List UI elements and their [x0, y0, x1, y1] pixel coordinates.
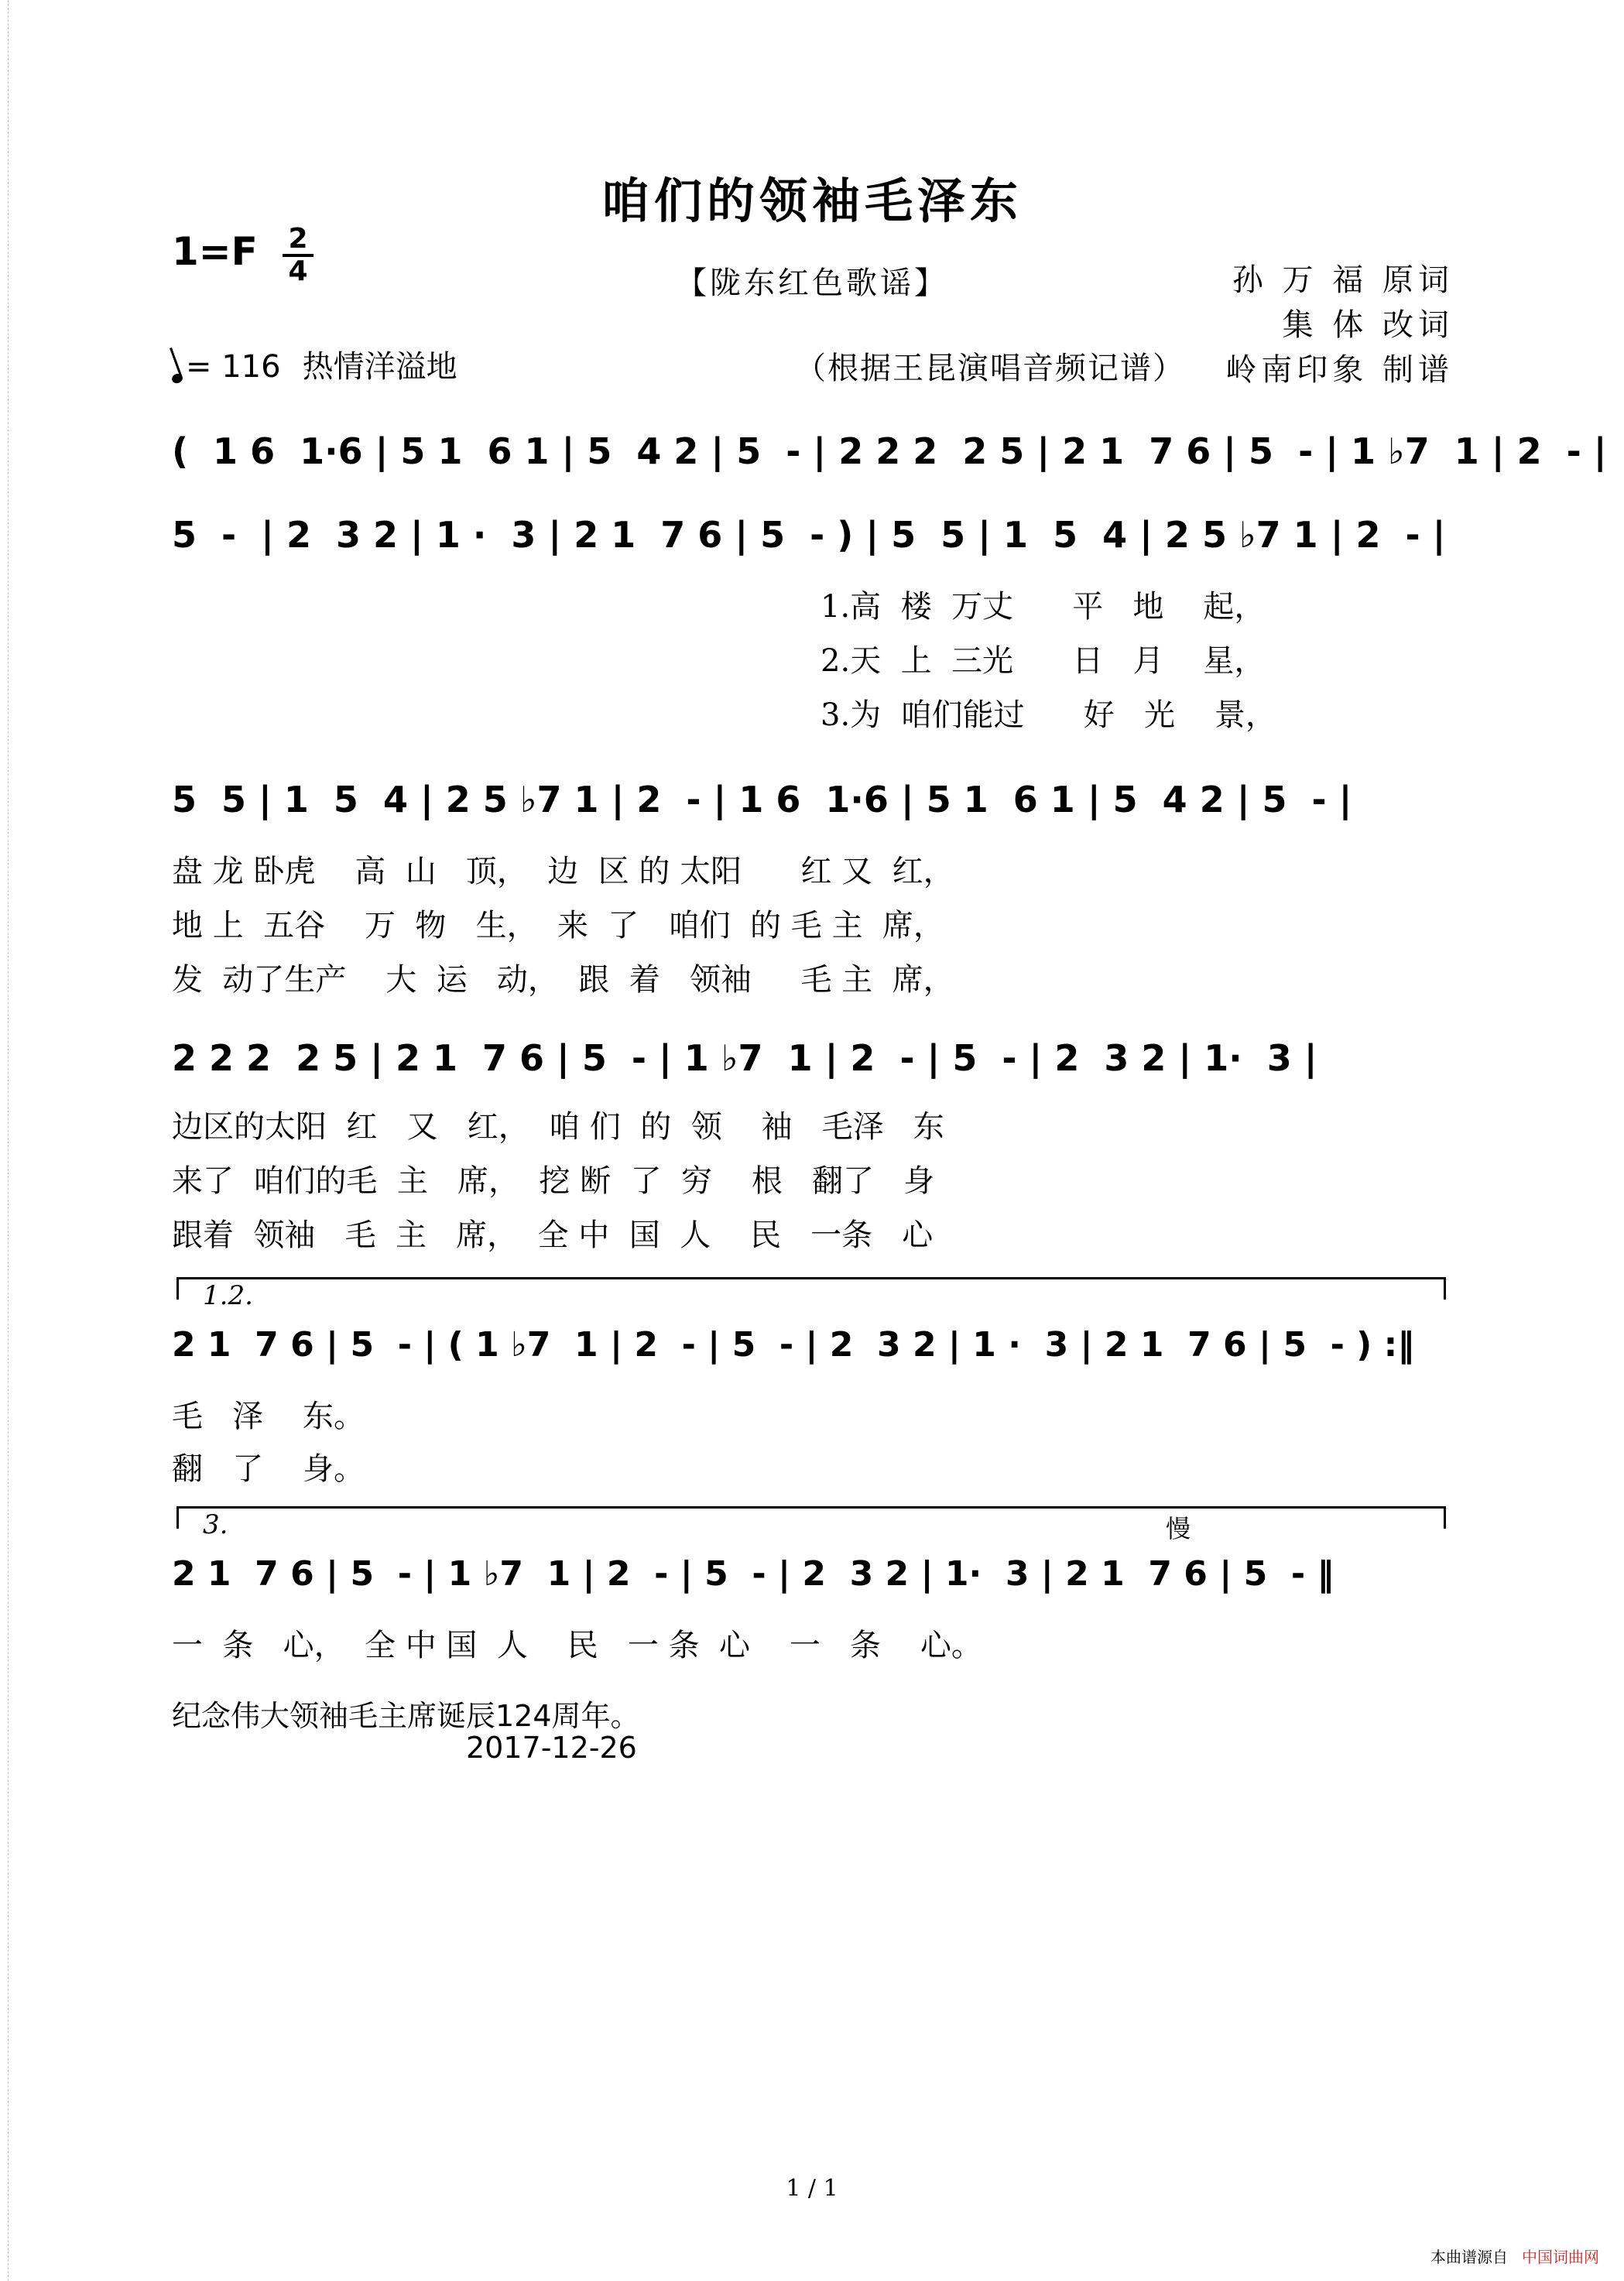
lyric-verse2-line1: 2.天 上 三光 日 月 星， [821, 643, 1266, 679]
staff-line-5: 2 1 7 6 | 5 - | ( 1 ♭7 1 | 2 - | 5 - | 2 3 2 | 1 · 3 | 2 1 7 6 | 5 - ) :‖ [172, 1325, 1415, 1365]
volta-label-1: 1.2. [203, 1280, 253, 1311]
staff-line-4: 2 2 2 2 5 | 2 1 7 6 | 5 - | 1 ♭7 1 | 2 - | 5 - | 2 3 2 | 1· 3 | [172, 1037, 1317, 1079]
lyric-verse3-line2: 发 动了生产 大 运 动， 跟 着 领袖 毛 主 席， [172, 962, 954, 998]
page-edge-border [0, 0, 9, 2281]
volta-bracket-1 [176, 1277, 1446, 1300]
volta-bracket-left-edge [176, 1509, 179, 1529]
expression-marking: 热情洋溢地 [302, 349, 457, 385]
lyric-verse3-ending: 一 条 心， 全 中 国 人 民 一 条 心 一 条 心。 [172, 1628, 982, 1663]
lyric-verse2-line3: 来了 咱们的毛 主 席， 挖 断 了 穷 根 翻了 身 [172, 1163, 935, 1199]
key-signature: 1=F [172, 229, 258, 274]
arranger-credit: 岭南印象 制谱 [1225, 352, 1454, 388]
adapter-credit: 集 体 改词 [1282, 307, 1454, 343]
lyric-verse3-line3: 跟着 领袖 毛 主 席， 全 中 国 人 民 一条 心 [172, 1218, 934, 1253]
time-signature-bottom: 4 [288, 255, 308, 287]
score-date: 2017-12-26 [466, 1731, 637, 1765]
song-title: 咱们的领袖毛泽东 [601, 173, 1023, 229]
tempo-bpm: = 116 [186, 349, 281, 385]
lyric-verse1-ending: 毛 泽 东。 [172, 1399, 365, 1434]
dedication-note: 纪念伟大领袖毛主席诞辰124周年。 [172, 1699, 640, 1733]
staff-line-2: 5 - | 2 3 2 | 1 · 3 | 2 1 7 6 | 5 - ) | 5 5 | 1 5 4 | 2 5 ♭7 1 | 2 - | [172, 514, 1446, 556]
source-note: （根据王昆演唱音频记谱） [795, 351, 1185, 386]
lyric-verse2-ending: 翻 了 身。 [172, 1451, 365, 1487]
staff-line-1: ( 1 6 1·6 | 5 1 6 1 | 5 4 2 | 5 - | 2 2 2 2 5 | 2 1 7 6 | 5 - | 1 ♭7 1 | 2 - | [172, 430, 1607, 472]
lyric-verse1-line2: 盘 龙 卧虎 高 山 顶， 边 区 的 太阳 红 又 红， [172, 854, 954, 889]
volta-bracket-left-edge [176, 1279, 179, 1300]
volta-bracket-2 [176, 1506, 1446, 1529]
watermark-source: 本曲谱源自 [1430, 2248, 1508, 2266]
time-signature-top: 2 [288, 223, 308, 255]
lyric-verse1-line3: 边区的太阳 红 又 红， 咱 们 的 领 袖 毛泽 东 [172, 1109, 944, 1145]
volta-bracket-right-edge [1444, 1509, 1446, 1529]
lyric-verse3-line1: 3.为 咱们能过 好 光 景， [821, 697, 1276, 733]
slow-marking: 慢 [1166, 1514, 1191, 1543]
subtitle: 【陇东红色歌谣】 [676, 265, 948, 301]
lyric-verse1-line1: 1.高 楼 万丈 平 地 起， [821, 589, 1266, 625]
watermark-site: 中国词曲网 [1522, 2248, 1599, 2266]
staff-line-3: 5 5 | 1 5 4 | 2 5 ♭7 1 | 2 - | 1 6 1·6 | 5 1 6 1 | 5 4 2 | 5 - | [172, 779, 1352, 820]
lyricist-credit: 孙 万 福 原词 [1232, 262, 1454, 298]
volta-label-2: 3. [203, 1509, 228, 1540]
staff-line-6: 2 1 7 6 | 5 - | 1 ♭7 1 | 2 - | 5 - | 2 3 2 | 1· 3 | 2 1 7 6 | 5 - ‖ [172, 1554, 1334, 1594]
lyric-verse2-line2: 地 上 五谷 万 物 生， 来 了 咱们 的 毛 主 席， [172, 908, 944, 944]
page-number: 1 / 1 [786, 2175, 838, 2202]
volta-bracket-right-edge [1444, 1279, 1446, 1300]
